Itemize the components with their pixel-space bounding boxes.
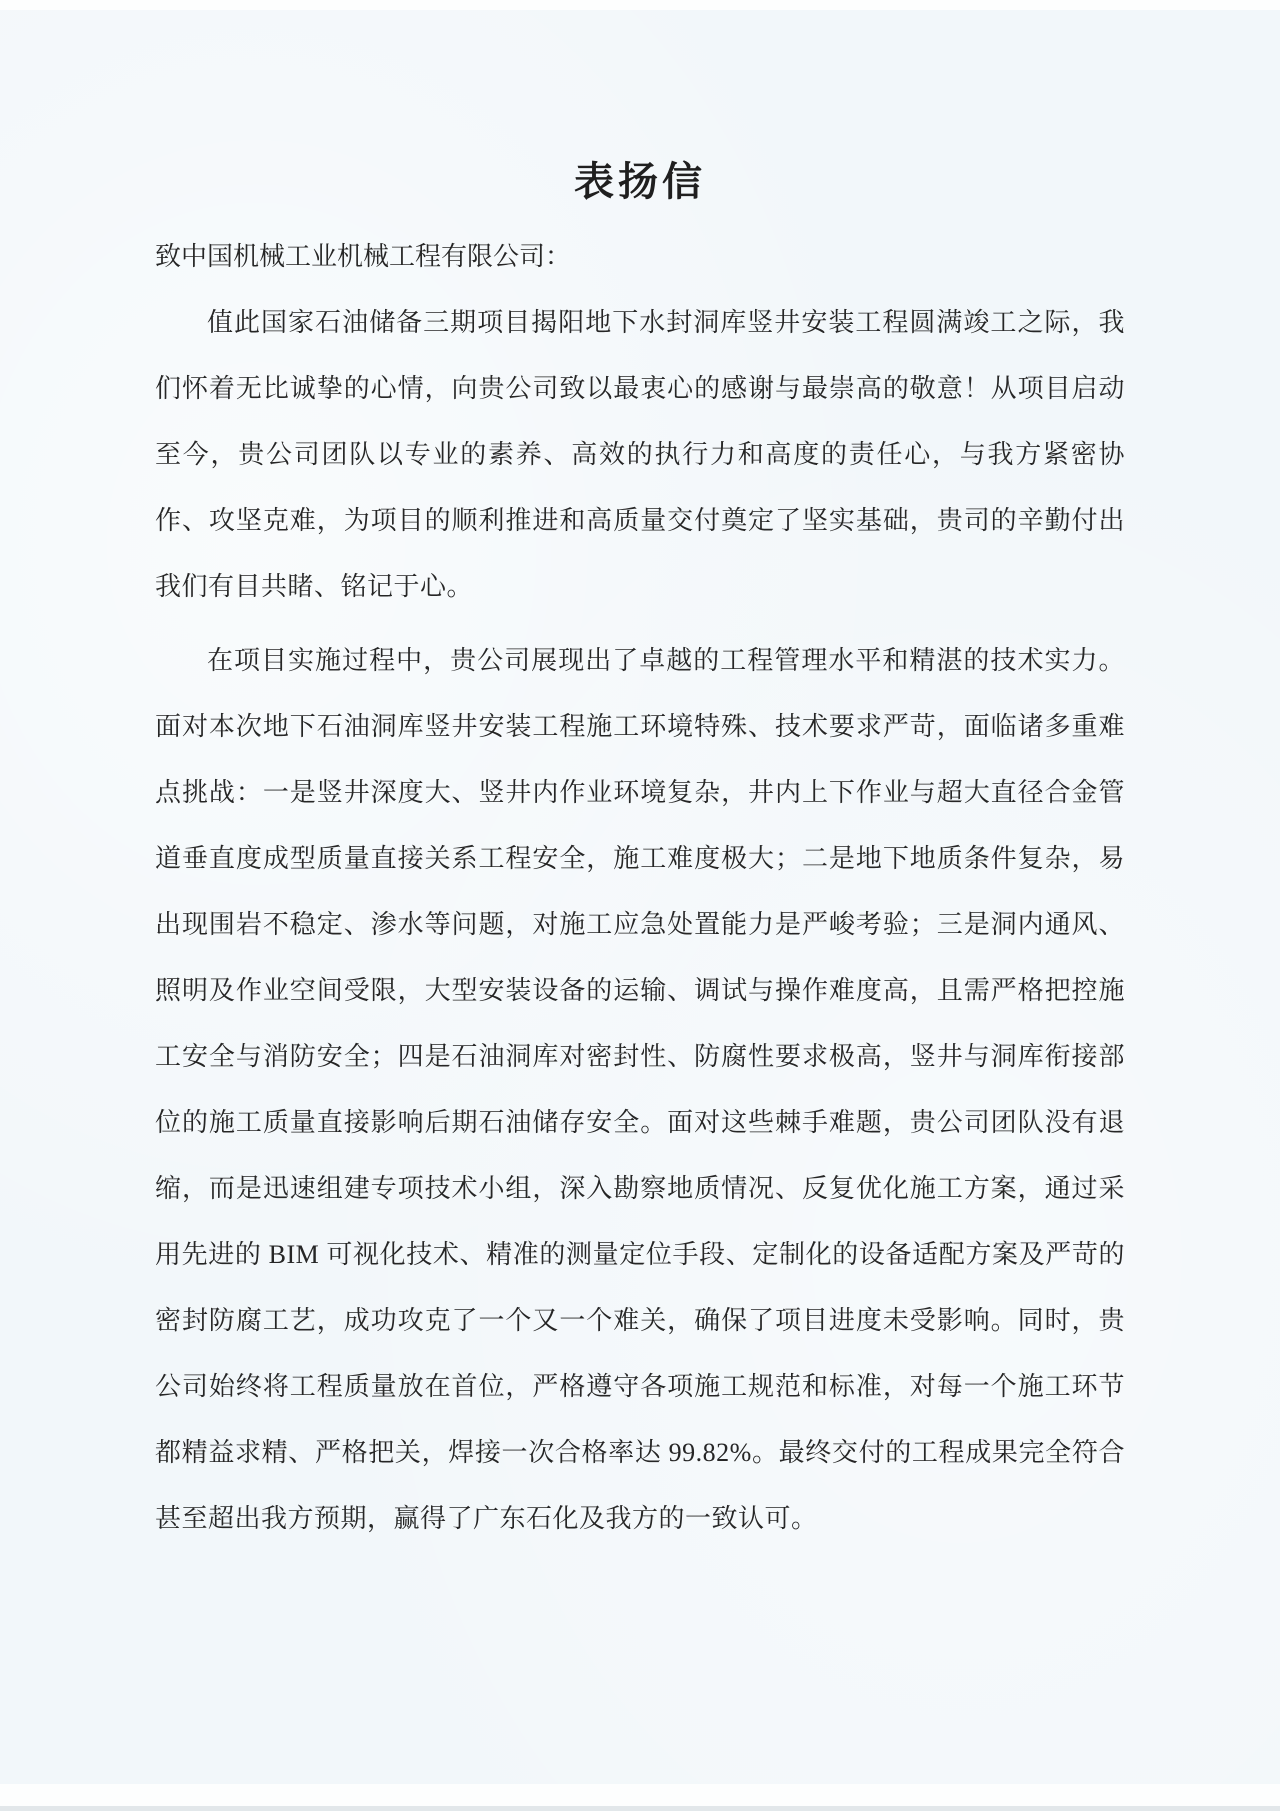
paragraph-gratitude: 值此国家石油储备三期项目揭阳地下水封洞库竖井安装工程圆满竣工之际，我们怀着无比诚挚的心情，向贵公司致以最衷心的感谢与最崇高的敬意！从项目启动至今，贵公司团队以专业的素养、高效的执行力和高度的责任心，与我方紧密协作、攻坚克难，为项目的顺利推进和高质量交付奠定了坚实基础，贵司的辛勤付出我们有目共睹、铭记于心。	[155, 308, 1125, 601]
letter-title: 表扬信	[574, 159, 706, 204]
scan-edge-top	[0, 0, 1280, 10]
letter-page	[0, 10, 1280, 1789]
letter-body	[0, 10, 1280, 1552]
paragraph-project-details: 在项目实施过程中，贵公司展现出了卓越的工程管理水平和精湛的技术实力。面对本次地下石油洞库竖井安装工程施工环境特殊、技术要求严苛，面临诸多重难点挑战：一是竖井深度大、竖井内作业环境复杂，井内上下作业与超大直径合金管道垂直度成型质量直接关系工程安全，施工难度极大；二是地下地质条件复杂，易出现围岩不稳定、渗水等问题，对施工应急处置能力是严峻考验；三是洞内通风、照明及作业空间受限，大型安装设备的运输、调试与操作难度高，且需严格把控施工安全与消防安全；四是石油洞库对密封性、防腐性要求极高，竖井与洞库衔接部位的施工质量直接影响后期石油储存安全。面对这些棘手难题，贵公司团队没有退缩，而是迅速组建专项技术小组，深入勘察地质情况、反复优化施工方案，通过采用先进的 BIM 可视化技术、精准的测量定位手段、定制化的设备适配方案及严苛的密封防腐工艺，成功攻克了一个又一个难关，确保了项目进度未受影响。同时，贵公司始终将工程质量放在首位，严格遵守各项施工规范和标准，对每一个施工环节都精益求精、严格把关，焊接一次合格率达 99.82%。最终交付的工程成果完全符合甚至超出我方预期，赢得了广东石化及我方的一致认可。	[155, 646, 1125, 1533]
scan-edge-bottom	[0, 1784, 1280, 1811]
salutation-line: 致中国机械工业机械工程有限公司：	[155, 242, 572, 271]
